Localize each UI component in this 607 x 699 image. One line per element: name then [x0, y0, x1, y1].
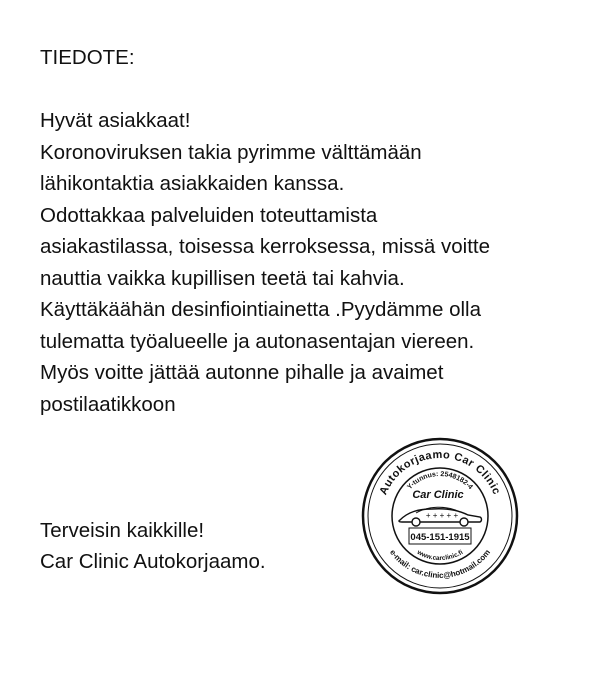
- company-stamp: [360, 436, 520, 596]
- body-line: Käyttäkäähän desinfiointiainetta .Pyydämme olla: [40, 298, 482, 321]
- stamp-ring-bottom: e-mail: car.clinic@hotmail.com: [388, 547, 493, 581]
- closing-line: Terveisin kaikkille!: [40, 518, 205, 542]
- stamp-seal-icon: [360, 436, 520, 596]
- stamp-ring-top: Autokorjaamo Car Clinic: [377, 448, 503, 497]
- svg-text:+ + + + +: + + + + +: [425, 511, 459, 520]
- body-line: tulematta työalueelle ja autonasentajan viereen.: [40, 329, 475, 353]
- stamp-phone: 045-151-1915: [410, 532, 470, 543]
- body-line: nauttia vaikka kupillisen teetä tai kahvia.: [40, 266, 405, 290]
- body-line: Koronoviruksen takia pyrimme välttämään: [40, 140, 422, 164]
- body-line: Myös voitte jättää autonne pihalle ja avaimet: [40, 361, 444, 384]
- spacer: [40, 74, 600, 106]
- body-line: postilaatikkoon: [40, 392, 176, 416]
- body-line: asiakastilassa, toisessa kerroksessa, missä voitte: [40, 235, 491, 258]
- signature-line: Car Clinic Autokorjaamo.: [40, 550, 266, 573]
- body-line: Odottakkaa palveluiden toteuttamista: [40, 203, 378, 227]
- car-silhouette-icon: [399, 507, 482, 526]
- notice-heading: TIEDOTE:: [40, 46, 135, 69]
- stamp-company-id: Y-tunnus: 2548182-4: [406, 470, 474, 491]
- body-line: lähikontaktia asiakkaiden kanssa.: [40, 172, 345, 195]
- stamp-website: www.carclinic.fi: [415, 549, 465, 563]
- greeting: Hyvät asiakkaat!: [40, 109, 191, 132]
- stamp-logo-text: Car Clinic: [412, 489, 464, 501]
